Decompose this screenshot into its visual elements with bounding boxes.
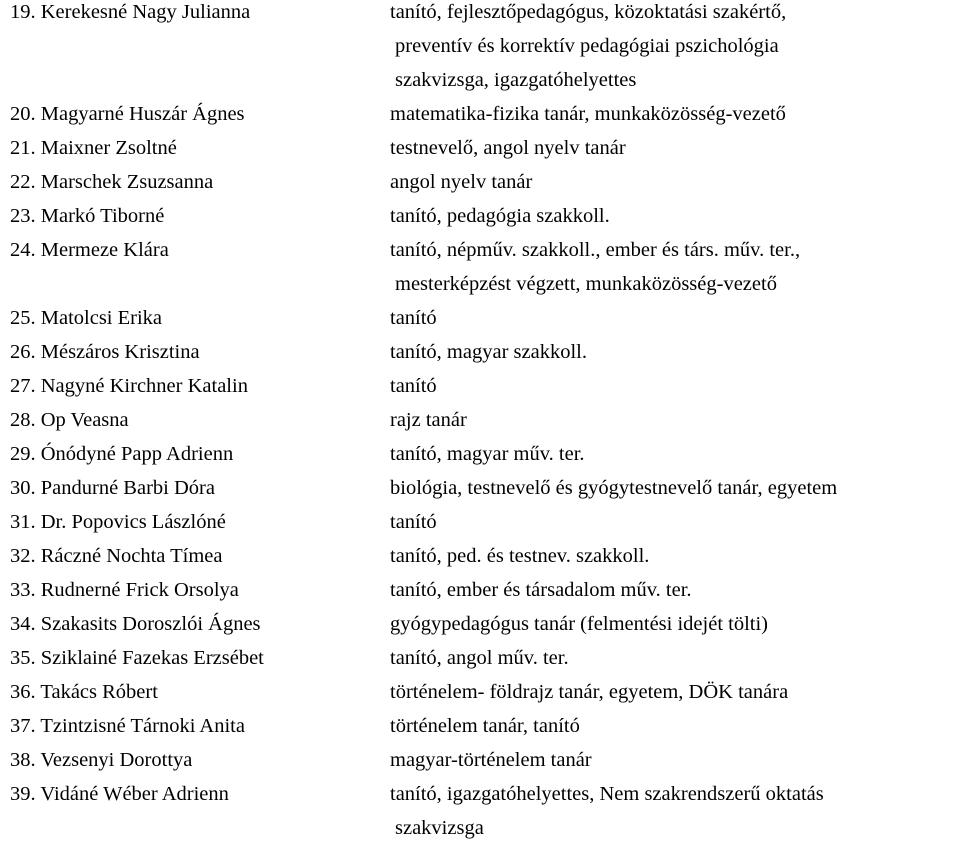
- role-line: gyógypedagógus tanár (felmentési idejét tölti): [390, 613, 768, 635]
- staff-name: 30. Pandurné Barbi Dóra: [10, 477, 215, 499]
- staff-role: [390, 777, 956, 845]
- role-line: szakvizsga, igazgatóhelyettes: [395, 69, 637, 91]
- staff-role: [390, 743, 956, 777]
- staff-role: [390, 607, 956, 641]
- role-line: tanító, igazgatóhelyettes, Nem szakrendszerű oktatás: [390, 783, 824, 805]
- staff-role: [390, 709, 956, 743]
- role-line: tanító: [390, 511, 437, 533]
- role-line: biológia, testnevelő és gyógytestnevelő tanár, egyetem: [390, 477, 838, 499]
- role-line: szakvizsga: [395, 817, 484, 839]
- staff-role: [390, 301, 956, 335]
- staff-name: 38. Vezsenyi Dorottya: [10, 749, 193, 771]
- staff-name: 19. Kerekesné Nagy Julianna: [10, 1, 251, 23]
- staff-name: 24. Mermeze Klára: [10, 239, 169, 261]
- staff-name: 21. Maixner Zsoltné: [10, 137, 177, 159]
- staff-name: 36. Takács Róbert: [10, 681, 158, 703]
- role-line: tanító, magyar műv. ter.: [390, 443, 585, 465]
- staff-role: [390, 369, 956, 403]
- staff-role: [390, 0, 956, 97]
- role-line: tanító: [390, 375, 437, 397]
- staff-name: 25. Matolcsi Erika: [10, 307, 163, 329]
- role-line: mesterképzést végzett, munkaközösség-vezető: [395, 273, 777, 295]
- role-line: magyar-történelem tanár: [390, 749, 592, 771]
- role-line: matematika-fizika tanár, munkaközösség-vezető: [390, 103, 786, 125]
- role-line: tanító, angol műv. ter.: [390, 647, 569, 669]
- role-line: testnevelő, angol nyelv tanár: [390, 137, 626, 159]
- staff-name: 31. Dr. Popovics Lászlóné: [10, 511, 226, 533]
- staff-role: [390, 437, 956, 471]
- role-line: történelem- földrajz tanár, egyetem, DÖK tanára: [390, 681, 789, 703]
- staff-role: [390, 675, 956, 709]
- staff-name: 20. Magyarné Huszár Ágnes: [10, 103, 245, 125]
- role-line: angol nyelv tanár: [390, 171, 533, 193]
- staff-name: 32. Ráczné Nochta Tímea: [10, 545, 223, 567]
- staff-name: 27. Nagyné Kirchner Katalin: [10, 375, 248, 397]
- staff-name: 35. Sziklainé Fazekas Erzsébet: [10, 647, 264, 669]
- role-line: tanító, ember és társadalom műv. ter.: [390, 579, 692, 601]
- staff-name: 26. Mészáros Krisztina: [10, 341, 200, 363]
- role-line: preventív és korrektív pedagógiai pszichológia: [395, 35, 779, 57]
- staff-name: 39. Vidáné Wéber Adrienn: [10, 783, 229, 805]
- staff-role: [390, 641, 956, 675]
- staff-name: 34. Szakasits Doroszlói Ágnes: [10, 613, 261, 635]
- staff-role: [390, 539, 956, 573]
- role-line: tanító, pedagógia szakkoll.: [390, 205, 610, 227]
- staff-name: 22. Marschek Zsuzsanna: [10, 171, 214, 193]
- staff-role: [390, 505, 956, 539]
- role-line: történelem tanár, tanító: [390, 715, 580, 737]
- staff-role: [390, 335, 956, 369]
- staff-role: [390, 165, 956, 199]
- role-line: tanító, ped. és testnev. szakkoll.: [390, 545, 650, 567]
- staff-role: [390, 471, 956, 505]
- staff-name: 23. Markó Tiborné: [10, 205, 165, 227]
- staff-name: 33. Rudnerné Frick Orsolya: [10, 579, 239, 601]
- role-line: rajz tanár: [390, 409, 467, 431]
- staff-name: 28. Op Veasna: [10, 409, 129, 431]
- staff-role: [390, 97, 956, 131]
- staff-role: [390, 233, 956, 301]
- role-line: tanító, magyar szakkoll.: [390, 341, 587, 363]
- staff-role: [390, 573, 956, 607]
- staff-name: 37. Tzintzisné Tárnoki Anita: [10, 715, 245, 737]
- role-line: tanító, fejlesztőpedagógus, közoktatási szakértő,: [390, 1, 787, 23]
- staff-role: [390, 131, 956, 165]
- role-line: tanító: [390, 307, 437, 329]
- staff-role: [390, 403, 956, 437]
- staff-name: 29. Ónódyné Papp Adrienn: [10, 443, 234, 465]
- role-line: tanító, népműv. szakkoll., ember és társ. műv. ter.,: [390, 239, 801, 261]
- staff-role: [390, 199, 956, 233]
